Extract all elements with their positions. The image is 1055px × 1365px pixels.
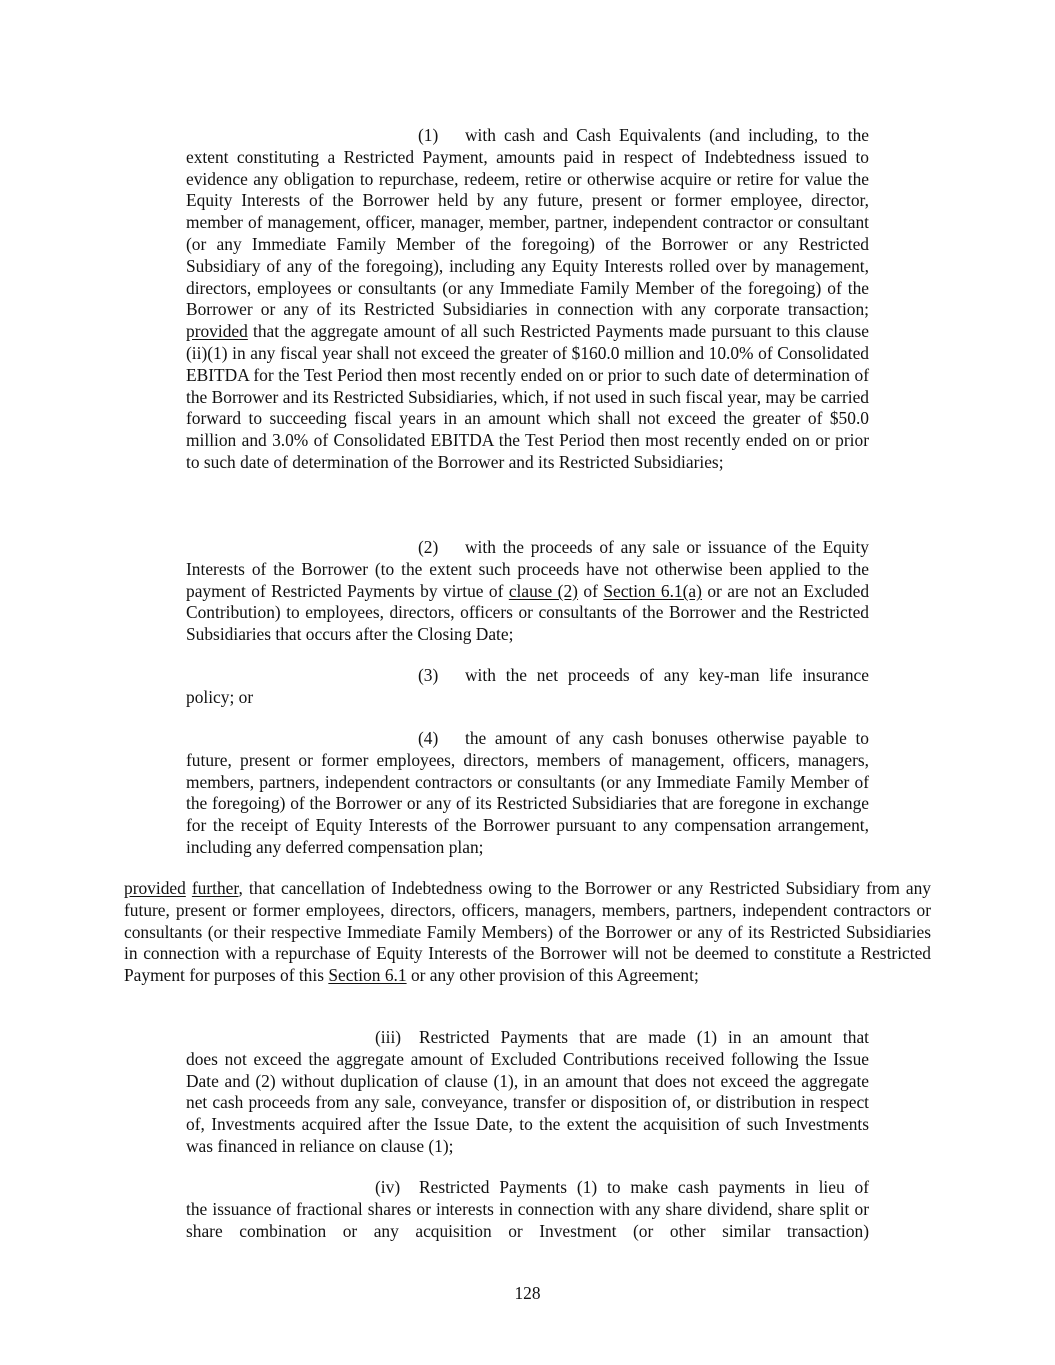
clause-3-body: policy; or bbox=[186, 686, 254, 707]
proviso-paragraph: provided further, that cancellation of Indebtedness owing to the Borrower or any Restricted Subsidiary from any future, present or former employees, directors, officers, managers, members, partners, independent contractors or consultants (or their respective Immediate Family Members) of the Borrower or any of its Restricted Subsidiaries in connection with a repurchase of Equity Interests of the Borrower will not be deemed to constitute a Restricted Payment for purposes of this Section 6.1 or any other provision of this Agreement; bbox=[124, 878, 931, 986]
clause-number: (3) bbox=[418, 665, 439, 685]
clause-text: the amount of any cash bonuses otherwise payable to bbox=[465, 728, 869, 748]
clause-4-body: future, present or former employees, directors, members of management, officers, managers, members, partners, independent contractors or consultants (or any Immediate Family Member of the foregoing) of the Borrower or any of its Restricted Subsidiaries that are foregone in exchange for the receipt of Equity Interests of the Borrower pursuant to any compensation arrangement, including any deferred compensation plan; bbox=[186, 749, 869, 857]
page-number: 128 bbox=[514, 1283, 541, 1303]
clause-number: (1) bbox=[418, 125, 439, 145]
clause-number: (iii) bbox=[375, 1027, 402, 1047]
clause-1-body: extent constituting a Restricted Payment, amounts paid in respect of Indebtedness issued to evidence any obligation to repurchase, redeem, retire or otherwise acquire or retire for value the Equity Interests of the Borrower held by any future, present or former employee, director, member of management, officer, manager, member, partner, independent contractor or consultant (or any Immediate Family Member of the foregoing) of the Borrower or any Restricted Subsidiary of any of the foregoing), including any Equity Interests rolled over by management, directors, employees or consultants (or any Immediate Family Member of the foregoing) of the Borrower or any of its Restricted Subsidiaries in connection with any corporate transaction; provided that the aggregate amount of all such Restricted Payments made pursuant to this clause (ii)(1) in any fiscal year shall not exceed the greater of $160.0 million and 10.0% of Consolidated EBITDA for the Test Period then most recently ended on or prior to such date of determination of the Borrower and its Restricted Subsidiaries, which, if not used in such fiscal year, may be carried forward to succeeding fiscal years in an amount which shall not exceed the greater of $50.0 million and 3.0% of Consolidated EBITDA the Test Period then most recently ended on or prior to such date of determination of the Borrower and its Restricted Subsidiaries; bbox=[186, 146, 869, 472]
underlined-term: provided bbox=[186, 321, 248, 342]
clause-iv-first-line bbox=[186, 1177, 869, 1199]
clause-number: (4) bbox=[418, 728, 439, 748]
section-reference: Section 6.1 bbox=[328, 965, 407, 986]
clause-4-first-line bbox=[186, 728, 869, 750]
underlined-term: provided bbox=[124, 878, 186, 898]
clause-3 bbox=[186, 665, 869, 709]
clause-iii-first-line bbox=[186, 1027, 869, 1049]
clause-iii-body: does not exceed the aggregate amount of Excluded Contributions received following the Issue Date and (2) without duplication of clause (1), in an amount that does not exceed the aggregate net cash proceeds from any sale, conveyance, transfer or disposition of, or distribution in respect of, Investments acquired after the Issue Date, to the extent the acquisition of such Investments was financed in reliance on clause (1); bbox=[186, 1048, 869, 1156]
clause-text: Restricted Payments that are made (1) in an amount that bbox=[419, 1027, 869, 1047]
clause-3-first-line bbox=[186, 665, 869, 687]
underlined-term: further bbox=[191, 878, 239, 898]
clause-text: Restricted Payments (1) to make cash payments in lieu of bbox=[419, 1177, 869, 1197]
clause-reference: clause (2) bbox=[508, 580, 578, 601]
clause-text: with the proceeds of any sale or issuance of the Equity bbox=[465, 537, 869, 557]
clause-number: (2) bbox=[418, 537, 439, 557]
section-reference: Section 6.1(a) bbox=[603, 580, 702, 601]
clause-iv-body: the issuance of fractional shares or interests in connection with any share dividend, share split or share combination or any acquisition or Investment (or other similar transaction) bbox=[186, 1198, 869, 1241]
clause-text: with the net proceeds of any key-man life insurance bbox=[465, 665, 869, 685]
clause-1 bbox=[186, 125, 869, 474]
clause-text: with cash and Cash Equivalents (and including, to the bbox=[465, 125, 869, 145]
clause-iv bbox=[186, 1177, 869, 1242]
clause-1-first-line bbox=[186, 125, 869, 147]
clause-2-body: Interests of the Borrower (to the extent such proceeds have not otherwise been applied to the payment of Restricted Payments by virtue of clause (2) of Section 6.1(a) or are not an Excluded Contribution) to employees, directors, officers or consultants of the Borrower and the Restricted Subsidiaries that occurs after the Closing Date; bbox=[186, 558, 870, 645]
clause-2 bbox=[186, 537, 869, 646]
clause-4 bbox=[186, 728, 869, 859]
clause-iii bbox=[186, 1027, 869, 1158]
clause-number: (iv) bbox=[375, 1177, 401, 1197]
clause-2-first-line bbox=[186, 537, 869, 559]
